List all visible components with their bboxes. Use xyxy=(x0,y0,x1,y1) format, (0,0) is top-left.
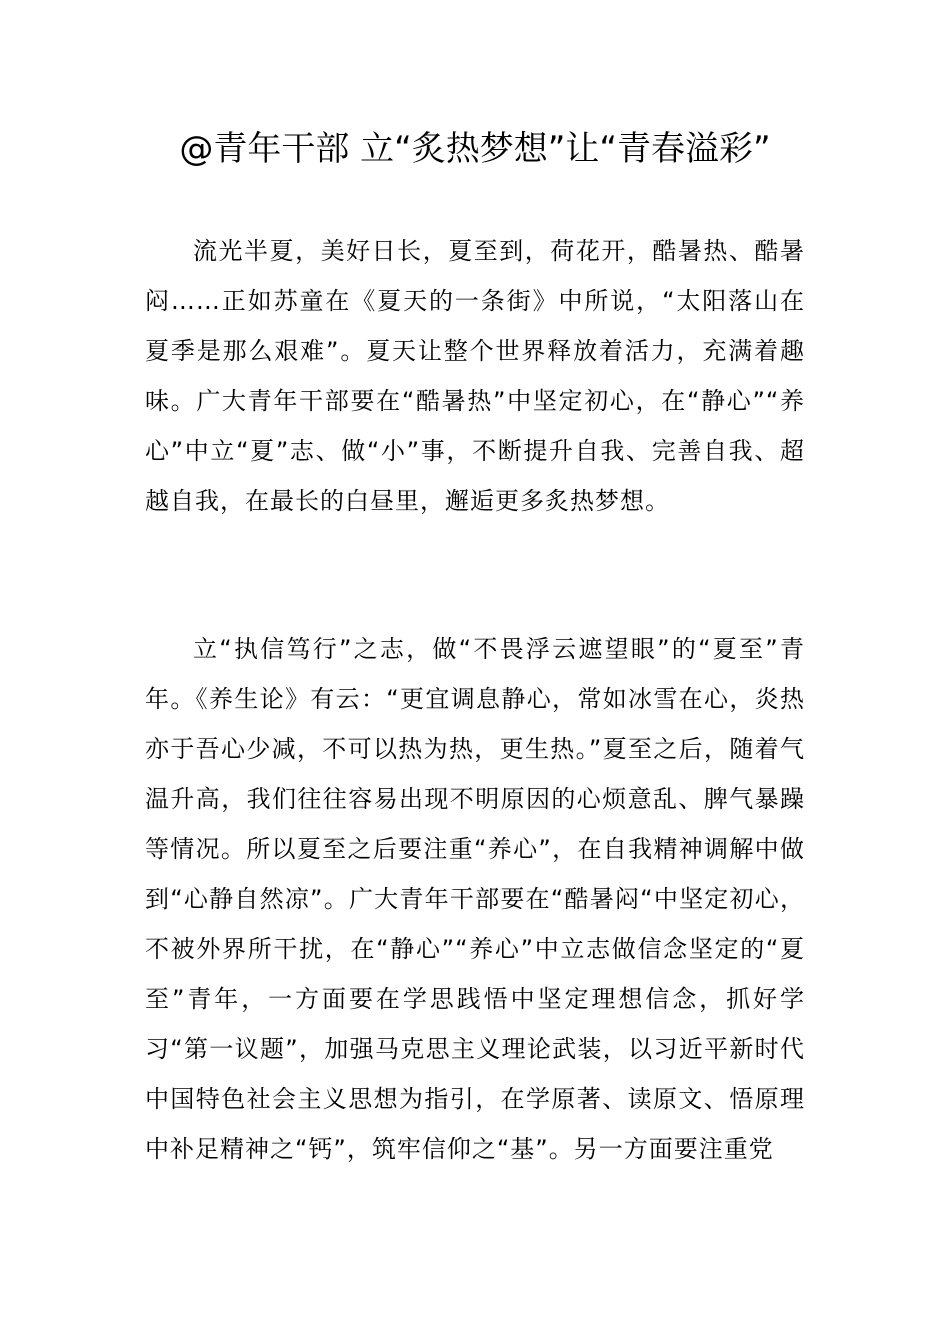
paragraph-intro: 流光半夏，美好日长，夏至到，荷花开，酷暑热、酷暑闷……正如苏童在《夏天的一条街》中所说，“太阳落山在夏季是那么艰难”。夏天让整个世界释放着活力，充满着趣味。广大青年干部要在“酷暑热”中坚定初心，在“静心”“养心”中立“夏”志、做“小”事，不断提升自我、完善自我、超越自我，在最长的白昼里，邂逅更多炙热梦想。 xyxy=(145,237,805,515)
paragraph-body: 立“执信笃行”之志，做“不畏浮云遮望眼”的“夏至”青年。《养生论》有云：“更宜调息静心，常如冰雪在心，炎热亦于吾心少减，不可以热为热，更生热。”夏至之后，随着气温升高，我们往往容易出现不明原因的心烦意乱、脾气暴躁等情况。所以夏至之后要注重“养心”，在自我精神调解中做到“心静自然凉”。广大青年干部要在“酷暑闷“中坚定初心，不被外界所干扰，在“静心”“养心”中立志做信念坚定的“夏至”青年，一方面要在学思践悟中坚定理想信念，抓好学习“第一议题”，加强马克思主义理论武装，以习近平新时代中国特色社会主义思想为指引，在学原著、读原文、悟原理中补足精神之“钙”，筑牢信仰之“基”。另一方面要注重党 xyxy=(145,635,805,1163)
document-title: @青年干部 立“炙热梦想”让“青春溢彩” xyxy=(179,129,771,169)
